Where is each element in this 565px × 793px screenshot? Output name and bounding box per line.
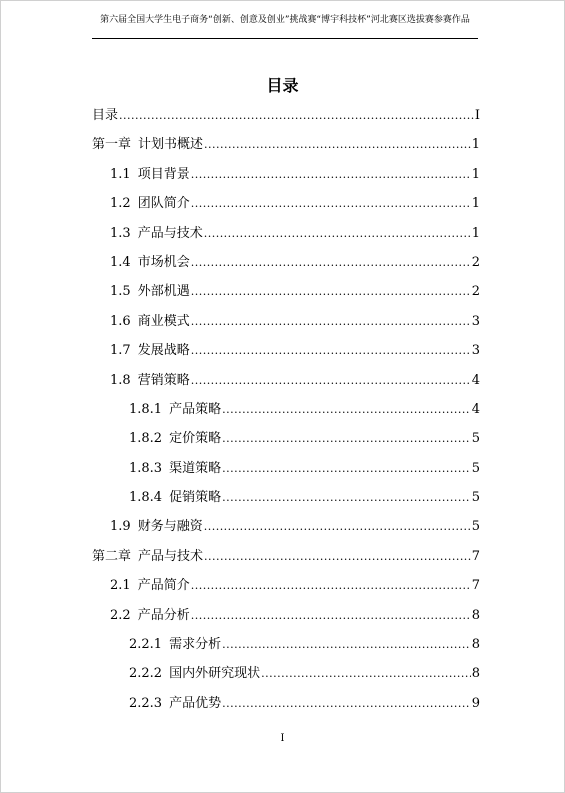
toc-entry[interactable] [92,689,480,718]
dot-leader [191,277,471,306]
toc-entry-title: 目录 [92,108,119,123]
toc-entry-page: 5 [471,519,480,535]
toc-entry-title: 计划书概述 [138,137,204,153]
toc-entry-title: 产品与技术 [138,548,204,564]
dot-leader [204,219,471,248]
toc-entry-title: 市场机会 [137,254,190,270]
dot-leader [191,571,471,600]
toc-entry[interactable] [92,189,480,218]
toc-entry-title: 团队简介 [137,196,190,212]
toc-entry[interactable] [92,307,480,336]
toc-entry[interactable] [92,336,480,365]
toc-entry-title: 需求分析 [169,637,222,653]
toc-entry-page: 2 [471,284,480,300]
toc-entry[interactable] [92,454,480,483]
toc-entry-number: 1.9 [110,519,131,535]
toc-entry-number: 1.4 [110,254,131,270]
toc-entry-page: 4 [471,372,480,388]
dot-leader [222,630,471,659]
toc-entry-page: 4 [471,401,480,417]
dot-leader [191,248,471,277]
toc-entry[interactable] [92,101,480,130]
toc-entry[interactable] [92,395,480,424]
toc-entry-page: 5 [471,460,480,476]
toc-entry-number: 1.8.4 [129,490,163,506]
dot-leader [222,395,471,424]
toc-entry[interactable] [92,512,480,541]
toc-entry-title: 渠道策略 [169,460,222,476]
toc-entry-number: 1.7 [110,343,131,359]
toc-title: 目录 [266,76,299,95]
toc-entry[interactable] [92,219,480,248]
toc-entry-page: 9 [471,695,480,711]
toc-entry-page: 5 [471,431,480,447]
toc-entry-number: 第一章 [92,137,132,153]
toc-entry-number: 1.5 [110,284,131,300]
dot-leader [204,130,471,159]
toc-entry[interactable] [92,483,480,512]
toc-entry[interactable] [92,542,480,571]
toc-entry[interactable] [92,248,480,277]
dot-leader [191,307,471,336]
toc-entry-page: 8 [471,666,480,682]
toc-entry-page: 3 [471,343,480,359]
toc-entry-page: 8 [471,637,480,653]
dot-leader [204,542,471,571]
footer-page-number: I [280,733,285,744]
toc-entry-page: 1 [471,137,480,153]
dot-leader [191,189,471,218]
toc-entry-title: 项目背景 [137,166,190,182]
toc-entry-number: 2.1 [110,578,131,594]
toc-entry-number: 1.1 [110,166,131,182]
toc-entry-number: 2.2.3 [129,695,163,711]
toc-entry-page: 7 [471,578,480,594]
toc-entry-number: 1.6 [110,313,131,329]
dot-leader [119,101,474,130]
dot-leader [222,689,471,718]
toc-entry-title: 产品策略 [169,401,222,417]
toc-entry-number: 1.8 [110,372,131,388]
toc-entry-number: 1.8.2 [129,431,163,447]
toc-entry-page: 1 [471,166,480,182]
dot-leader [191,601,471,630]
toc-entry-number: 1.8.3 [129,460,163,476]
toc-entry-number: 1.3 [110,225,131,241]
toc-entry-title: 财务与融资 [137,519,203,535]
toc-entry[interactable] [92,601,480,630]
header-rule [92,38,478,39]
toc-entry-title: 商业模式 [137,313,190,329]
dot-leader [261,659,471,688]
toc-entry[interactable] [92,571,480,600]
toc-entry-title: 产品分析 [137,607,190,623]
toc-entry-number: 第二章 [92,548,132,564]
toc-entry[interactable] [92,424,480,453]
toc-entry[interactable] [92,630,480,659]
toc-entry-page: 1 [471,196,480,212]
toc-entry-title: 国内外研究现状 [169,666,261,682]
table-of-contents [92,101,480,718]
dot-leader [222,483,471,512]
dot-leader [191,160,471,189]
dot-leader [191,366,471,395]
toc-entry-title: 发展战略 [137,343,190,359]
toc-entry[interactable] [92,160,480,189]
dot-leader [222,454,471,483]
toc-entry-page: 3 [471,313,480,329]
toc-entry-title: 营销策略 [137,372,190,388]
toc-entry-page: I [474,108,480,123]
toc-entry-title: 促销策略 [169,490,222,506]
toc-entry-number: 2.2.2 [129,666,163,682]
toc-entry-title: 产品与技术 [137,225,203,241]
toc-entry-title: 产品简介 [137,578,190,594]
toc-entry-title: 产品优势 [169,695,222,711]
toc-entry-page: 2 [471,254,480,270]
toc-entry-page: 1 [471,225,480,241]
toc-entry-page: 7 [471,548,480,564]
dot-leader [191,336,471,365]
toc-entry-number: 1.8.1 [129,401,163,417]
toc-entry[interactable] [92,366,480,395]
toc-entry-page: 8 [471,607,480,623]
toc-entry-number: 2.2.1 [129,637,163,653]
dot-leader [204,512,471,541]
running-header: 第六届全国大学生电子商务“创新、创意及创业”挑战赛“博宇科技杯”河北赛区选拔赛参赛作品 [100,15,470,25]
toc-entry-page: 5 [471,490,480,506]
toc-entry[interactable] [92,659,480,688]
toc-entry-number: 1.2 [110,196,131,212]
toc-entry[interactable] [92,130,480,159]
toc-entry-title: 外部机遇 [137,284,190,300]
toc-entry[interactable] [92,277,480,306]
toc-entry-title: 定价策略 [169,431,222,447]
toc-entry-number: 2.2 [110,607,131,623]
dot-leader [222,424,471,453]
